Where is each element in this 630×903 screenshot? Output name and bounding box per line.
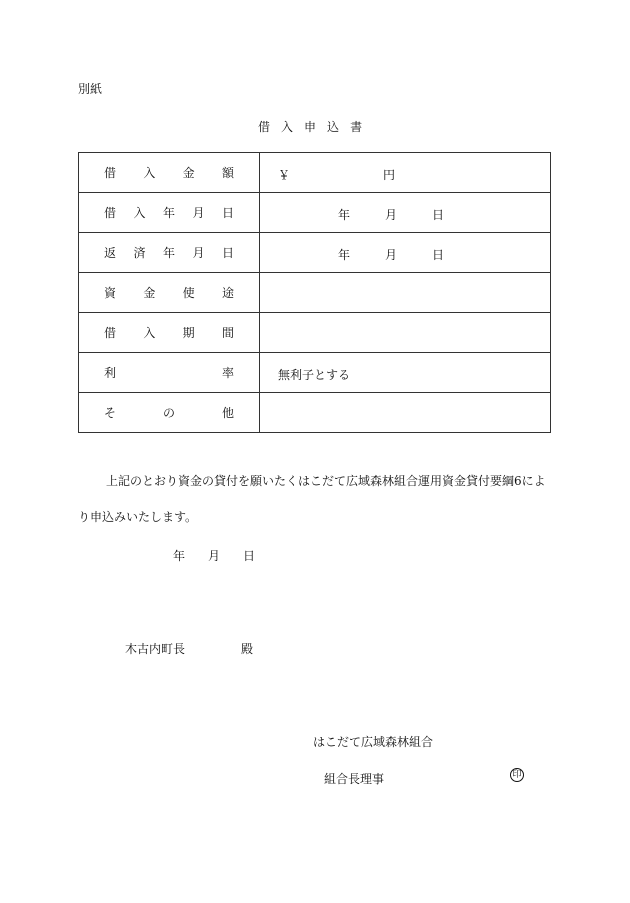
label-char: 月	[192, 206, 205, 220]
table-row	[79, 353, 551, 393]
row-label-repayment-date	[79, 233, 260, 273]
row-label-loan-period	[79, 313, 260, 353]
applicant-role: 組合長理事	[324, 772, 385, 786]
field-other[interactable]	[260, 393, 551, 433]
label-char: 月	[192, 246, 205, 260]
label-char: 年	[162, 206, 175, 220]
label-char: 済	[133, 246, 146, 260]
row-label-other	[79, 393, 260, 433]
day-unit: 日	[432, 248, 445, 262]
applicant-organization: はこだて広域森林組合	[313, 735, 434, 749]
attachment-label: 別紙	[78, 82, 103, 96]
field-loan-amount[interactable]	[260, 153, 551, 193]
table-row	[79, 233, 551, 273]
date-month-unit: 月	[208, 549, 221, 563]
year-unit: 年	[338, 208, 351, 222]
label-char: 入	[143, 166, 156, 180]
table-row	[79, 153, 551, 193]
label-char: 間	[221, 326, 234, 340]
label-char: 資	[104, 286, 117, 300]
day-unit: 日	[432, 208, 445, 222]
title-char: 込	[327, 120, 340, 134]
row-label-loan-amount	[79, 153, 260, 193]
table-row	[79, 393, 551, 433]
label-char: 返	[104, 246, 117, 260]
label-char: 入	[133, 206, 146, 220]
body-text-line-2: り申込みいたします。	[78, 510, 198, 524]
interest-rate-value: 無利子とする	[278, 368, 351, 382]
field-repayment-date[interactable]	[260, 233, 551, 273]
label-char: 期	[182, 326, 195, 340]
field-loan-date[interactable]	[260, 193, 551, 233]
label-char: 途	[221, 286, 234, 300]
yen-sign: ￥	[278, 168, 291, 182]
label-char: の	[162, 406, 175, 420]
title-char: 借	[258, 120, 271, 134]
label-char: 金	[182, 166, 195, 180]
row-label-fund-use	[79, 273, 260, 313]
document-title	[258, 118, 373, 135]
label-char: 利	[104, 366, 117, 380]
table-row	[79, 193, 551, 233]
field-interest-rate	[260, 353, 551, 393]
seal-mark: 印	[510, 768, 524, 782]
addressee-name: 木古内町長	[125, 642, 186, 656]
addressee-honorific: 殿	[241, 642, 254, 656]
label-char: 率	[221, 366, 234, 380]
application-form-table	[78, 152, 551, 433]
field-fund-use[interactable]	[260, 273, 551, 313]
field-loan-period[interactable]	[260, 313, 551, 353]
body-text-line-1: 上記のとおり資金の貸付を願いたくはこだて広域森林組合運用資金貸付要綱6によ	[106, 474, 546, 488]
label-char: 日	[221, 246, 234, 260]
label-char: 借	[104, 206, 117, 220]
title-char: 入	[281, 120, 294, 134]
label-char: 使	[182, 286, 195, 300]
row-label-loan-date	[79, 193, 260, 233]
year-unit: 年	[338, 248, 351, 262]
label-char: 額	[221, 166, 234, 180]
table-row	[79, 273, 551, 313]
table-row	[79, 313, 551, 353]
row-label-interest-rate	[79, 353, 260, 393]
label-char: 借	[104, 326, 117, 340]
date-day-unit: 日	[243, 549, 256, 563]
label-char: 入	[143, 326, 156, 340]
label-char: 他	[221, 406, 234, 420]
label-char: 借	[104, 166, 117, 180]
month-unit: 月	[385, 248, 398, 262]
title-char: 書	[350, 120, 363, 134]
date-year-unit: 年	[173, 549, 186, 563]
title-char: 申	[304, 120, 317, 134]
label-char: 日	[221, 206, 234, 220]
label-char: そ	[104, 406, 117, 420]
label-char: 年	[162, 246, 175, 260]
yen-unit: 円	[383, 168, 396, 182]
label-char: 金	[143, 286, 156, 300]
month-unit: 月	[385, 208, 398, 222]
